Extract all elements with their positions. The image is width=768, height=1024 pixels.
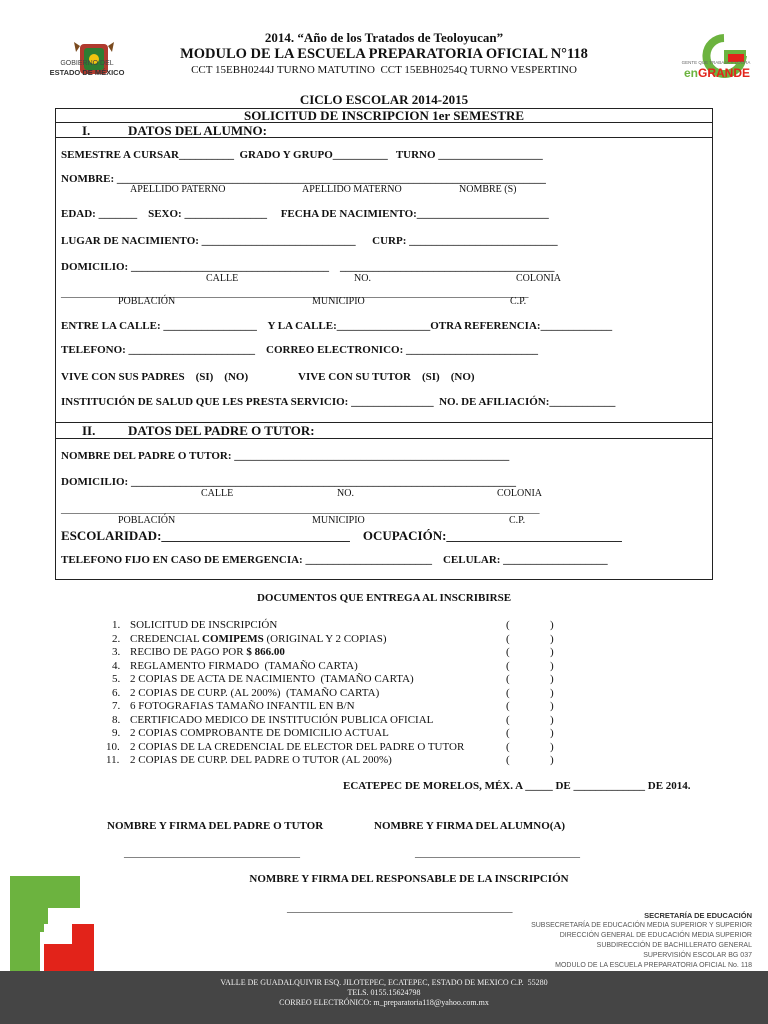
document-number: 10. — [106, 741, 120, 753]
document-check-close[interactable]: ) — [550, 700, 554, 712]
logo-line1: GOBIERNO DEL — [60, 60, 114, 67]
escolaridad-ocupacion-field[interactable]: ESCOLARIDAD:_____________________________ OCUPACIÓN:___________________________ — [61, 528, 622, 543]
lugar-curp-field[interactable]: LUGAR DE NACIMIENTO: ____________________________ CURP: ___________________________ — [61, 235, 558, 247]
document-text-main: 2 COPIAS DE ACTA DE NACIMIENTO (TAMAÑO CARTA) — [130, 673, 414, 685]
document-text — [130, 646, 285, 658]
municipio-label: MUNICIPIO — [312, 296, 365, 307]
documents-title: DOCUMENTOS QUE ENTREGA AL INSCRIBIRSE — [256, 592, 512, 604]
vive-padres-field[interactable]: VIVE CON SUS PADRES (SI) (NO) — [61, 371, 249, 383]
document-check-open[interactable]: ( — [506, 687, 510, 699]
padre-calle-label: CALLE — [201, 488, 234, 499]
vive-tutor-field[interactable]: VIVE CON SU TUTOR (SI) (NO) — [298, 371, 475, 383]
document-number: 11. — [106, 754, 120, 766]
document-text — [130, 754, 392, 766]
document-text-main: 2 COPIAS DE LA CREDENCIAL DE ELECTOR DEL PADRE O TUTOR — [130, 741, 465, 753]
document-check-close[interactable]: ) — [550, 727, 554, 739]
document-check-close[interactable]: ) — [550, 646, 554, 658]
padre-signature-label: NOMBRE Y FIRMA DEL PADRE O TUTOR — [107, 820, 324, 832]
document-text-bold: COMIPEMS — [202, 633, 264, 645]
secretaria-title: SECRETARÍA DE EDUCACIÓN — [644, 911, 752, 920]
alumno-signature-line[interactable]: ______________________________ — [415, 847, 580, 859]
document-text-main: CREDENCIAL — [130, 633, 203, 645]
cct-line: CCT 15EBH0244J TURNO MATUTINO CCT 15EBH0254Q TURNO VESPERTINO — [191, 64, 577, 76]
document-text-rest: (ORIGINAL Y 2 COPIAS) — [263, 633, 387, 645]
document-text — [130, 741, 464, 753]
secretaria-line5: MODULO DE LA ESCUELA PREPARATORIA OFICIAL No. 118 — [555, 962, 752, 969]
telefono-emergencia-field[interactable]: TELEFONO FIJO EN CASO DE EMERGENCIA: _______________________ CELULAR: ___________________ — [61, 554, 608, 566]
document-number: 1. — [112, 619, 121, 631]
responsable-signature-line[interactable]: _________________________________________ — [287, 902, 513, 914]
document-check-open[interactable]: ( — [506, 673, 510, 685]
place-date: ECATEPEC DE MORELOS, MÉX. A _____ DE _____________ DE 2014. — [343, 780, 691, 792]
edad-sexo-fecha-field[interactable]: EDAD: _______ SEXO: _______________ FECHA DE NACIMIENTO:________________________ — [61, 208, 549, 220]
entre-calles-field[interactable]: ENTRE LA CALLE: _________________ Y LA CALLE:_________________OTRA REFERENCIA:_____________ — [61, 320, 613, 332]
telefono-correo-field[interactable]: TELEFONO: _______________________ CORREO ELECTRONICO: ________________________ — [61, 344, 538, 356]
document-number: 9. — [112, 727, 121, 739]
document-text-main: 6 FOTOGRAFIAS TAMAÑO INFANTIL EN B/N — [130, 700, 355, 712]
document-text-main: 2 COPIAS DE CURP. DEL PADRE O TUTOR (AL 200%) — [130, 754, 392, 766]
school-cycle: CICLO ESCOLAR 2014-2015 — [299, 92, 469, 107]
calle-label: CALLE — [206, 273, 239, 284]
wordmark-grande: GRANDE — [698, 66, 751, 80]
g-watermark-icon — [0, 868, 100, 972]
document-check-open[interactable]: ( — [506, 754, 510, 766]
document-text-main: SOLICITUD DE INSCRIPCIÓN — [130, 619, 278, 631]
document-check-close[interactable]: ) — [550, 687, 554, 699]
document-check-open[interactable]: ( — [506, 646, 510, 658]
document-text — [130, 687, 379, 699]
colonia-label: COLONIA — [516, 273, 561, 284]
document-check-open[interactable]: ( — [506, 619, 510, 631]
document-text-bold: $ 866.00 — [246, 646, 285, 658]
document-number: 2. — [112, 633, 121, 645]
year-motto: 2014. “Año de los Tratados de Teoloyucan” — [264, 30, 504, 45]
document-text — [130, 619, 277, 631]
apellido-materno-label: APELLIDO MATERNO — [302, 184, 402, 195]
document-text — [130, 673, 414, 685]
document-text — [130, 660, 358, 672]
document-text-main: 2 COPIAS DE CURP. (AL 200%) (TAMAÑO CARTA) — [130, 687, 380, 699]
secretaria-line4: SUPERVISIÓN ESCOLAR BG 037 — [643, 952, 752, 959]
responsable-signature-label: NOMBRE Y FIRMA DEL RESPONSABLE DE LA INSCRIPCIÓN — [249, 873, 569, 885]
document-check-open[interactable]: ( — [506, 714, 510, 726]
padre-nombre-field[interactable]: NOMBRE DEL PADRE O TUTOR: __________________________________________________ — [61, 450, 510, 462]
domicilio-field[interactable]: DOMICILIO: ____________________________________ _______________________________________ — [61, 261, 555, 273]
section2-number: II. — [82, 423, 96, 438]
document-text-main: RECIBO DE PAGO POR — [130, 646, 247, 658]
logo-line2: ESTADO DE MÉXICO — [49, 68, 125, 77]
document-check-open[interactable]: ( — [506, 741, 510, 753]
footer-email: CORREO ELECTRÓNICO: m_preparatoria118@yahoo.com.mx — [279, 998, 489, 1007]
document-text-main: CERTIFICADO MEDICO DE INSTITUCIÓN PUBLICA OFICIAL — [130, 714, 434, 726]
footer-phone: TELS. 0155.15624798 — [347, 988, 421, 997]
document-number: 8. — [112, 714, 121, 726]
document-text — [130, 727, 389, 739]
document-number: 6. — [112, 687, 121, 699]
section1-number: I. — [82, 123, 91, 138]
padre-cp-label: C.P. — [509, 515, 526, 526]
form-title: SOLICITUD DE INSCRIPCION 1er SEMESTRE — [243, 108, 525, 123]
school-name: MODULO DE LA ESCUELA PREPARATORIA OFICIAL N°118 — [180, 46, 588, 62]
poblacion-label: POBLACIÓN — [118, 296, 176, 307]
document-check-close[interactable]: ) — [550, 673, 554, 685]
document-check-close[interactable]: ) — [550, 633, 554, 645]
document-check-close[interactable]: ) — [550, 741, 554, 753]
no-label: NO. — [354, 273, 371, 284]
alumno-signature-label: NOMBRE Y FIRMA DEL ALUMNO(A) — [374, 820, 566, 832]
padre-poblacion-line[interactable]: _______________________________________________________________________________________ — [61, 503, 540, 515]
institucion-salud-field[interactable]: INSTITUCIÓN DE SALUD QUE LES PRESTA SERVICIO: _______________ NO. DE AFILIACIÓN:____________ — [61, 396, 616, 408]
document-check-close[interactable]: ) — [550, 660, 554, 672]
padre-municipio-label: MUNICIPIO — [312, 515, 365, 526]
poblacion-line[interactable]: _____________________________________________________________________________________ — [61, 287, 529, 299]
document-text — [130, 700, 355, 712]
document-text — [130, 633, 387, 645]
cp-label: C.P. — [510, 296, 527, 307]
document-check-close[interactable]: ) — [550, 714, 554, 726]
wordmark-en: en — [683, 66, 698, 80]
padre-signature-line[interactable]: ________________________________ — [124, 847, 300, 859]
secretaria-line1: SUBSECRETARÍA DE EDUCACIÓN MEDIA SUPERIOR Y SUPERIOR — [531, 922, 752, 929]
semestre-field[interactable]: SEMESTRE A CURSAR__________ GRADO Y GRUPO__________ TURNO ___________________ — [61, 149, 543, 161]
document-check-open[interactable]: ( — [506, 660, 510, 672]
document-check-close[interactable]: ) — [550, 754, 554, 766]
section2-title: DATOS DEL PADRE O TUTOR: — [128, 423, 315, 438]
padre-no-label: NO. — [337, 488, 354, 499]
document-check-open[interactable]: ( — [506, 633, 510, 645]
padre-domicilio-field[interactable]: DOMICILIO: ______________________________________________________________________ — [61, 476, 516, 488]
document-number: 7. — [112, 700, 121, 712]
document-check-open[interactable]: ( — [506, 700, 510, 712]
document-text-main: 2 COPIAS COMPROBANTE DE DOMICILIO ACTUAL — [130, 727, 389, 739]
logo-tagline: GENTE QUE TRABAJA Y LOGRA — [681, 60, 751, 65]
padre-poblacion-label: POBLACIÓN — [118, 515, 176, 526]
section1-title: DATOS DEL ALUMNO: — [128, 123, 267, 138]
nombres-label: NOMBRE (S) — [459, 184, 517, 195]
document-number: 5. — [112, 673, 121, 685]
document-check-close[interactable]: ) — [550, 619, 554, 631]
document-check-open[interactable]: ( — [506, 727, 510, 739]
nombre-field[interactable]: NOMBRE: ______________________________________________________________________________ — [61, 173, 546, 185]
document-number: 4. — [112, 660, 121, 672]
footer-address: VALLE DE GUADALQUIVIR ESQ. JILOTEPEC, ECATEPEC, ESTADO DE MEXICO C.P. 55280 — [220, 978, 548, 987]
secretaria-line2: DIRECCIÓN GENERAL DE EDUCACIÓN MEDIA SUPERIOR — [559, 932, 752, 939]
apellido-paterno-label: APELLIDO PATERNO — [130, 184, 226, 195]
secretaria-line3: SUBDIRECCIÓN DE BACHILLERATO GENERAL — [596, 942, 752, 949]
padre-colonia-label: COLONIA — [497, 488, 542, 499]
document-text — [130, 714, 433, 726]
document-text-main: REGLAMENTO FIRMADO (TAMAÑO CARTA) — [130, 660, 358, 672]
document-number: 3. — [112, 646, 121, 658]
